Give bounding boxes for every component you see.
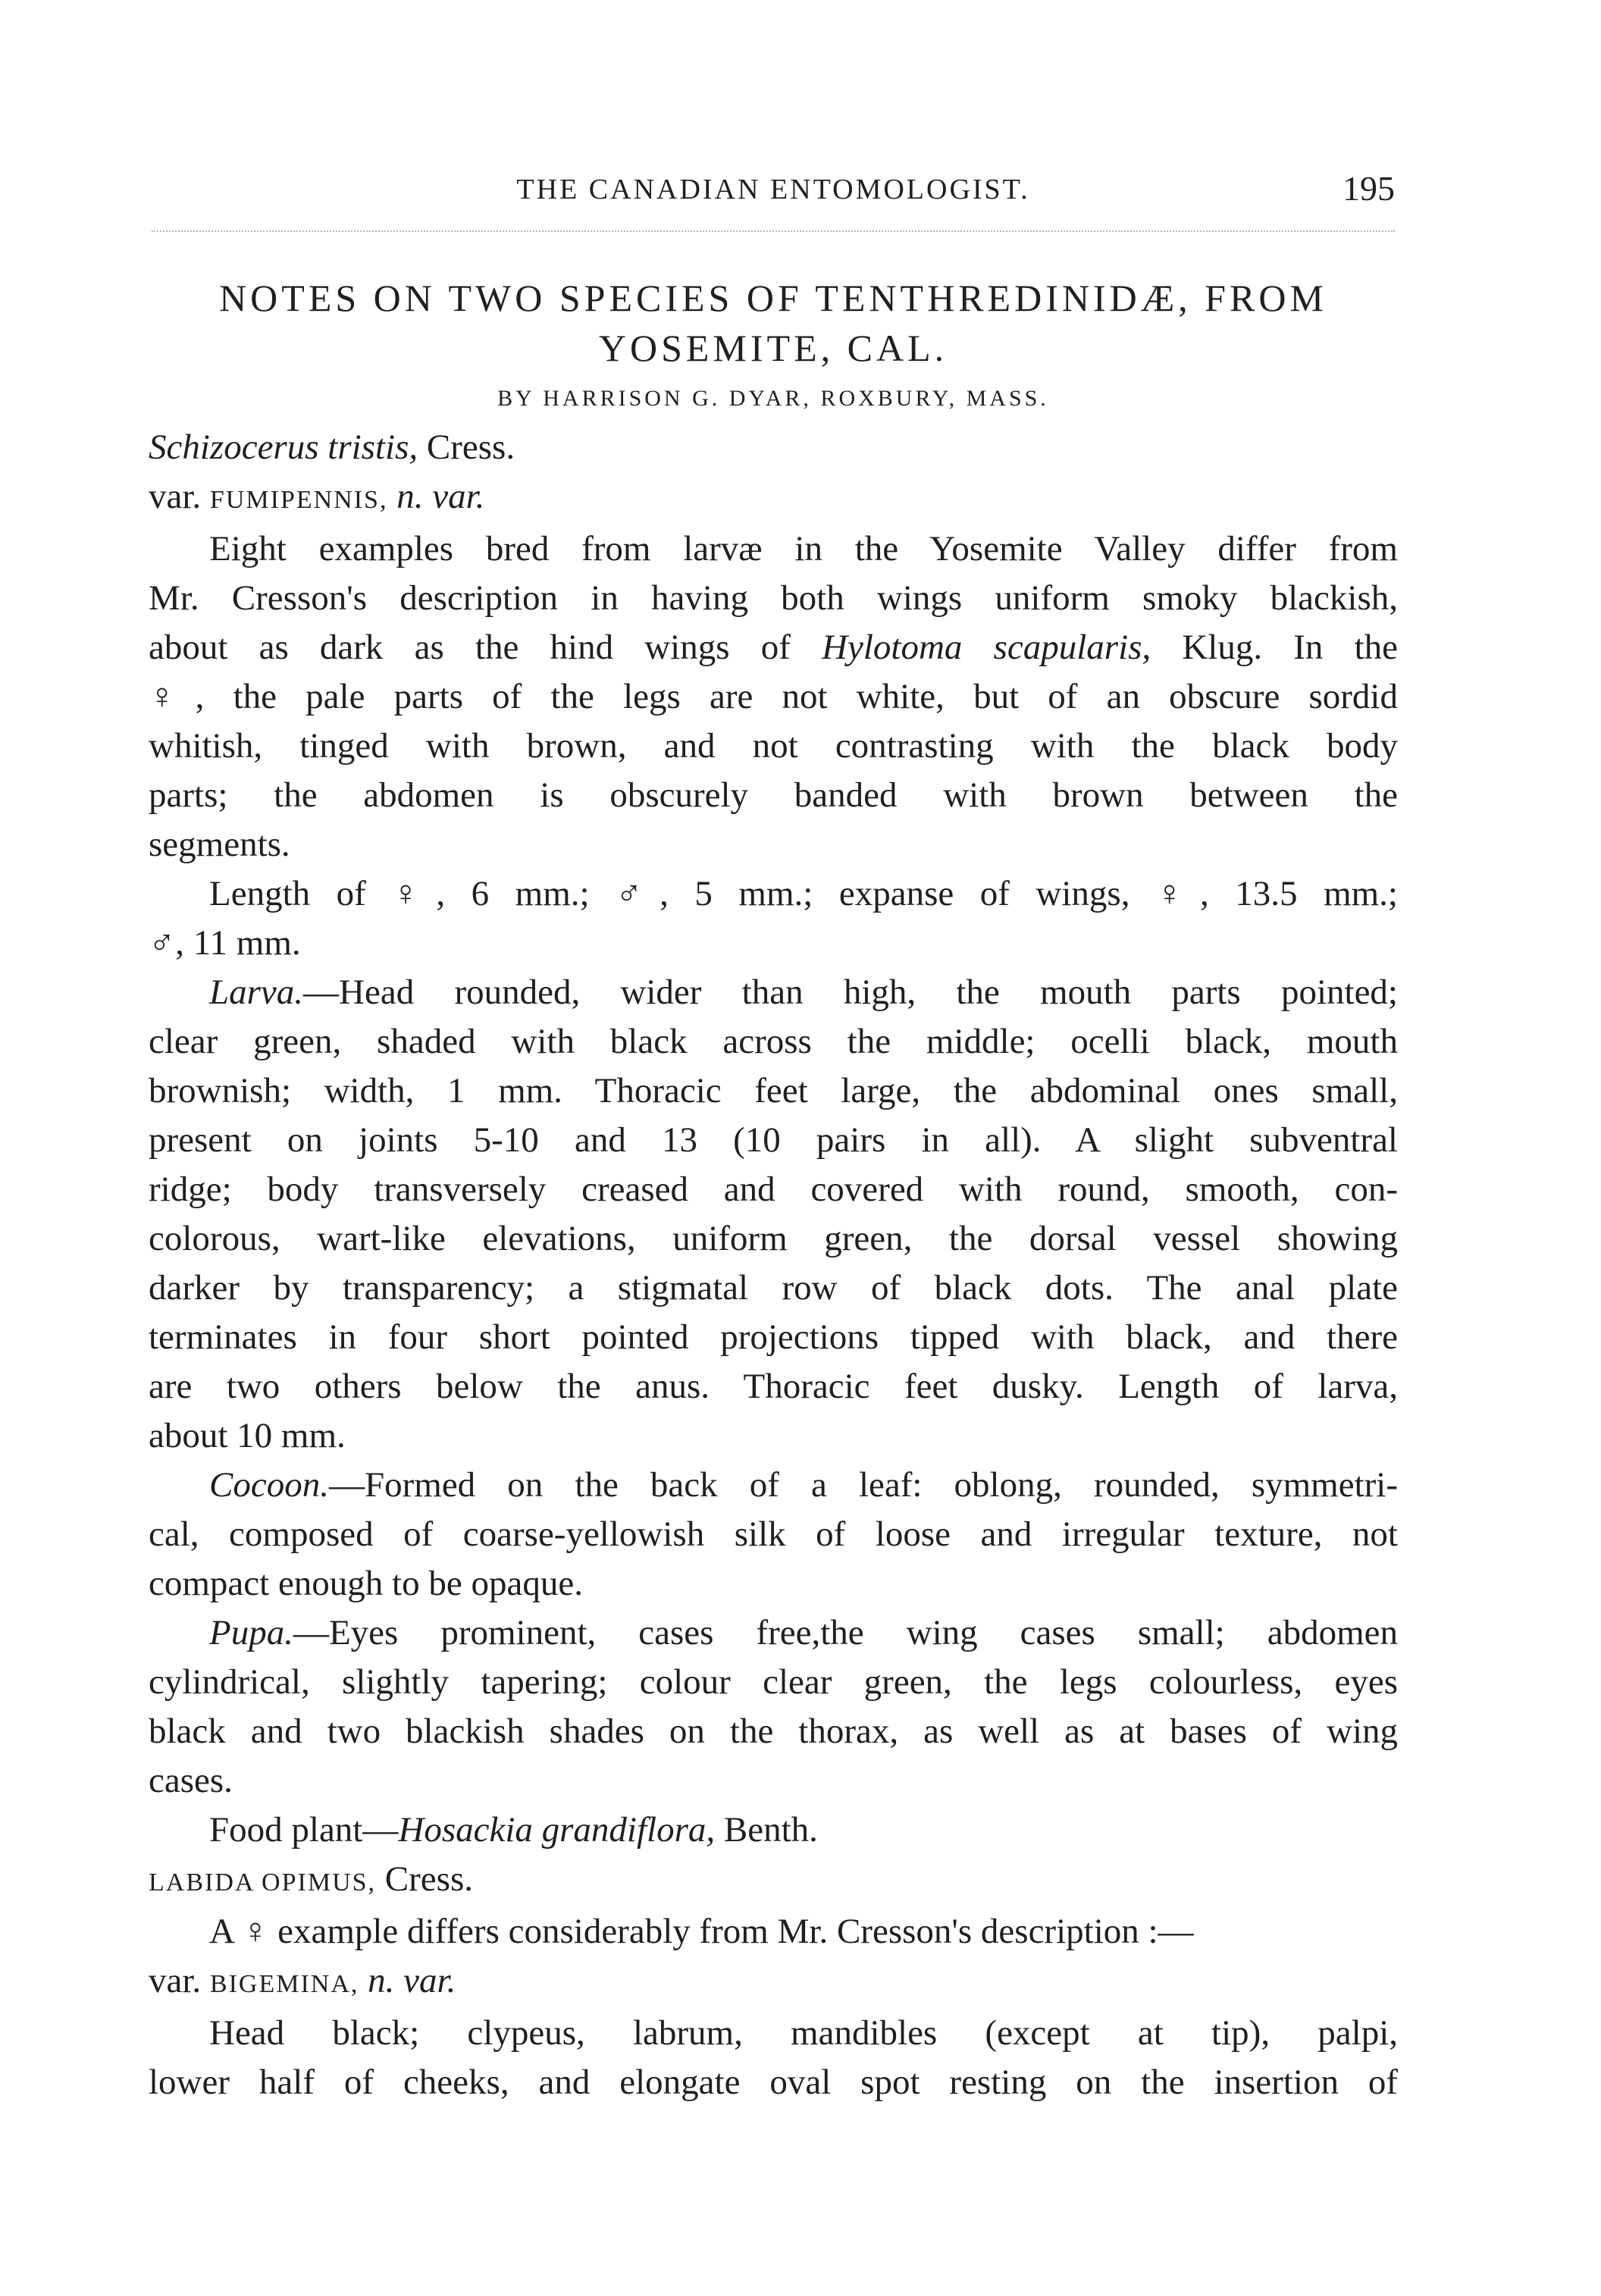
paragraph-line [149,1608,1398,1658]
species-name: Hylotoma scapularis, [822,628,1151,667]
article-title [149,273,1398,373]
text-span: about as dark as the hind wings of [149,628,822,667]
paragraph-line: compact enough to be opaque. [149,1564,583,1603]
paragraph-line: darker by transparency; a stigmatal row of black dots. The anal plate [149,1268,1398,1308]
paragraph-line: present on joints 5-10 and 13 (10 pairs in all). A slight subventral [149,1120,1398,1160]
paragraph-line: cases. [149,1761,233,1800]
variety-suffix: n. var. [387,477,485,516]
paragraph-line: colorous, wart-like elevations, uniform green, the dorsal vessel showing [149,1219,1398,1258]
paragraph-line [149,1461,1398,1510]
text-span: Benth. [715,1810,818,1850]
food-plant-line [149,1806,1398,1855]
paragraph-line: Mr. Cresson's description in having both wings uniform smoky blackish, [149,578,1398,618]
var-prefix: var. [149,477,210,516]
species-name: Schizocerus tristis, [149,428,418,467]
text-span: Klug. In the [1151,628,1399,667]
paragraph-line: Length of ♀, 6 mm.; ♂, 5 mm.; expanse of wings, ♀, 13.5 mm.; [209,874,1398,913]
paragraph-line: whitish, tinged with brown, and not contrasting with the black body [149,726,1398,766]
paragraph-line: Eight examples bred from larvæ in the Yosemite Valley differ from [209,529,1398,569]
variety-name: FUMIPENNIS, [209,486,388,514]
byline: BY HARRISON G. DYAR, ROXBURY, MASS. [497,386,1049,411]
species-author: Cress. [376,1859,473,1899]
var-prefix: var. [149,1961,210,2000]
running-title: THE CANADIAN ENTOMOLOGIST. [516,174,1030,205]
paragraph-line: cylindrical, slightly tapering; colour clear green, the legs colourless, eyes [149,1662,1398,1702]
paragraph-line: are two others below the anus. Thoracic feet dusky. Length of larva, [149,1367,1398,1406]
section-label-pupa: Pupa. [209,1613,293,1652]
paragraph-line: lower half of cheeks, and elongate oval spot resting on the insertion of [149,2063,1398,2102]
running-head [152,168,1395,214]
paragraph-line [149,623,1398,672]
species-heading-2 [149,1855,1398,1907]
paragraph-line: ♂, 11 mm. [149,923,301,963]
text-span: —Head rounded, wider than high, the mouth parts pointed; [303,973,1398,1012]
text-span: —Eyes prominent, cases free,the wing cases small; abdomen [293,1613,1398,1652]
section-label-larva: Larva. [209,973,304,1012]
text-span: Food plant— [209,1810,399,1850]
header-rule [152,230,1395,236]
species-heading-1 [149,423,1398,472]
variety-heading-2 [149,1956,1398,2009]
paragraph-line: Head black; clypeus, labrum, mandibles (except at tip), palpi, [209,2013,1398,2053]
text-span: —Formed on the back of a leaf: oblong, rounded, symmetri- [328,1465,1398,1505]
paragraph-line: A ♀ example differs considerably from Mr. Cresson's description :— [209,1912,1194,1951]
plant-name: Hosackia grandiflora, [398,1810,716,1850]
variety-suffix: n. var. [359,1961,456,2000]
paragraph-line: ♀, the pale parts of the legs are not white, but of an obscure sordid [149,677,1398,716]
species-author: Cress. [418,428,515,467]
paragraph-line: segments. [149,825,290,864]
paragraph-line: brownish; width, 1 mm. Thoracic feet large, the abdominal ones small, [149,1071,1398,1110]
page-number: 195 [1343,169,1395,208]
title-line-2: YOSEMITE, CAL. [598,327,948,369]
variety-heading-1 [149,472,1398,525]
paragraph-line: black and two blackish shades on the thorax, as well as at bases of wing [149,1712,1398,1751]
paragraph-line: cal, composed of coarse-yellowish silk of loose and irregular texture, not [149,1514,1398,1554]
paragraph-line: ridge; body transversely creased and covered with round, smooth, con- [149,1170,1398,1209]
section-label-cocoon: Cocoon. [209,1465,329,1505]
article-body [149,273,1398,2107]
paragraph-line: terminates in four short pointed projections tipped with black, and there [149,1317,1398,1357]
title-line-1: NOTES ON TWO SPECIES OF TENTHREDINIDÆ, FROM [219,277,1327,319]
species-name: LABIDA OPIMUS, [149,1868,377,1897]
paragraph-line: parts; the abdomen is obscurely banded with brown between the [149,775,1398,815]
paragraph-line: clear green, shaded with black across the middle; ocelli black, mouth [149,1022,1398,1061]
variety-name: BIGEMINA, [209,1970,359,1998]
paragraph-line: about 10 mm. [149,1416,346,1455]
paragraph-line [149,968,1398,1017]
